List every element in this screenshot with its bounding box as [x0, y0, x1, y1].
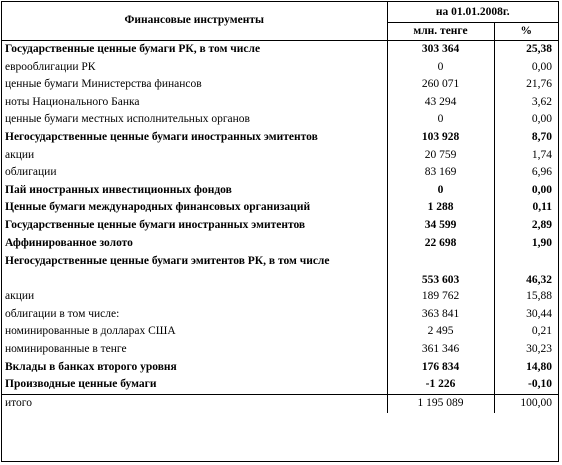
- row-percent: -0,10: [528, 378, 552, 391]
- row-name: Пай иностранных инвестиционных фондов: [2, 182, 387, 200]
- financial-instruments-table: [2, 2, 558, 413]
- row-percent: 0,21: [531, 325, 552, 338]
- row-amount: 1 288: [387, 199, 494, 217]
- table-row: [2, 164, 558, 182]
- row-name: Вклады в банках второго уровня: [2, 359, 387, 377]
- row-percent: 8,70: [531, 130, 552, 143]
- table-row: [2, 111, 558, 129]
- row-percent: 14,80: [526, 360, 552, 373]
- row-amount: -1 226: [387, 376, 494, 394]
- row-percent: 46,32: [526, 273, 552, 286]
- row-name: облигации в том числе:: [2, 306, 387, 324]
- row-name: ценные бумаги Министерства финансов: [2, 76, 387, 94]
- row-percent: 3,62: [531, 95, 552, 108]
- row-percent: 1,74: [531, 148, 552, 161]
- row-amount: 34 599: [387, 217, 494, 235]
- table-row: [2, 217, 558, 235]
- total-percent: 100,00: [494, 394, 558, 413]
- table-row: [2, 288, 558, 306]
- table-row: [2, 76, 558, 94]
- row-percent: 30,44: [526, 307, 552, 320]
- row-amount: 189 762: [387, 288, 494, 306]
- table-row: [2, 199, 558, 217]
- row-amount: 176 834: [387, 359, 494, 377]
- row-name: ценные бумаги местных исполнительных органов: [2, 111, 387, 129]
- row-name: акции: [2, 288, 387, 306]
- row-name: акции: [2, 147, 387, 165]
- row-amount: 22 698: [387, 235, 494, 253]
- total-label: итого: [2, 394, 387, 413]
- table-row: [2, 376, 558, 394]
- header-date: на 01.01.2008г.: [387, 2, 558, 23]
- row-name: Государственные ценные бумаги РК, в том числе: [2, 41, 387, 59]
- table-row: [2, 94, 558, 112]
- row-name: Аффинированное золото: [2, 235, 387, 253]
- row-percent: 0,00: [531, 60, 552, 73]
- financial-instruments-table-frame: [1, 1, 559, 462]
- header-percent: %: [494, 23, 558, 41]
- table-row: [2, 359, 558, 377]
- row-amount: 260 071: [387, 76, 494, 94]
- header-amount-unit: млн. тенге: [387, 23, 494, 41]
- row-name: еврооблигации РК: [2, 59, 387, 77]
- row-name: ноты Национального Банка: [2, 94, 387, 112]
- row-percent: 0,00: [531, 183, 552, 196]
- row-amount: 83 169: [387, 164, 494, 182]
- table-row: [2, 59, 558, 77]
- header-instruments: Финансовые инструменты: [2, 2, 387, 41]
- table-row: [2, 182, 558, 200]
- row-percent: 15,88: [526, 290, 552, 303]
- table-row: [2, 341, 558, 359]
- row-amount: 363 841: [387, 306, 494, 324]
- table-row: [2, 235, 558, 253]
- row-percent: 2,89: [531, 218, 552, 231]
- row-amount: 20 759: [387, 147, 494, 165]
- row-percent: 21,76: [526, 78, 552, 91]
- row-name: номинированные в долларах США: [2, 323, 387, 341]
- row-amount: 2 495: [387, 323, 494, 341]
- total-row: [2, 394, 558, 413]
- row-amount: 0: [387, 59, 494, 77]
- total-amount: 1 195 089: [387, 394, 494, 413]
- row-percent: 1,90: [531, 236, 552, 249]
- row-name: Государственные ценные бумаги иностранных эмитентов: [2, 217, 387, 235]
- row-percent: 0,11: [532, 201, 552, 214]
- row-name: Негосударственные ценные бумаги эмитентов РК, в том числе: [2, 252, 387, 288]
- row-percent: 25,38: [526, 43, 552, 55]
- row-amount: 361 346: [387, 341, 494, 359]
- table-header: [2, 2, 558, 41]
- row-percent: 6,96: [531, 166, 552, 179]
- row-amount: 0: [387, 182, 494, 200]
- row-name: Производные ценные бумаги: [2, 376, 387, 394]
- row-name: номинированные в тенге: [2, 341, 387, 359]
- table-row: [2, 129, 558, 147]
- row-amount: 553 603: [387, 252, 494, 288]
- row-percent: 30,23: [526, 342, 552, 355]
- row-name: облигации: [2, 164, 387, 182]
- table-row: [2, 323, 558, 341]
- table-row: [2, 41, 558, 59]
- row-name: Негосударственные ценные бумаги иностранных эмитентов: [2, 129, 387, 147]
- row-name: Ценные бумаги международных финансовых организаций: [2, 199, 387, 217]
- table-row: [2, 147, 558, 165]
- row-amount: 43 294: [387, 94, 494, 112]
- table-row: [2, 252, 558, 288]
- row-percent: 0,00: [531, 113, 552, 126]
- row-amount: 0: [387, 111, 494, 129]
- row-amount: 303 364: [387, 41, 494, 59]
- table-row: [2, 306, 558, 324]
- table-body: [2, 41, 558, 413]
- row-amount: 103 928: [387, 129, 494, 147]
